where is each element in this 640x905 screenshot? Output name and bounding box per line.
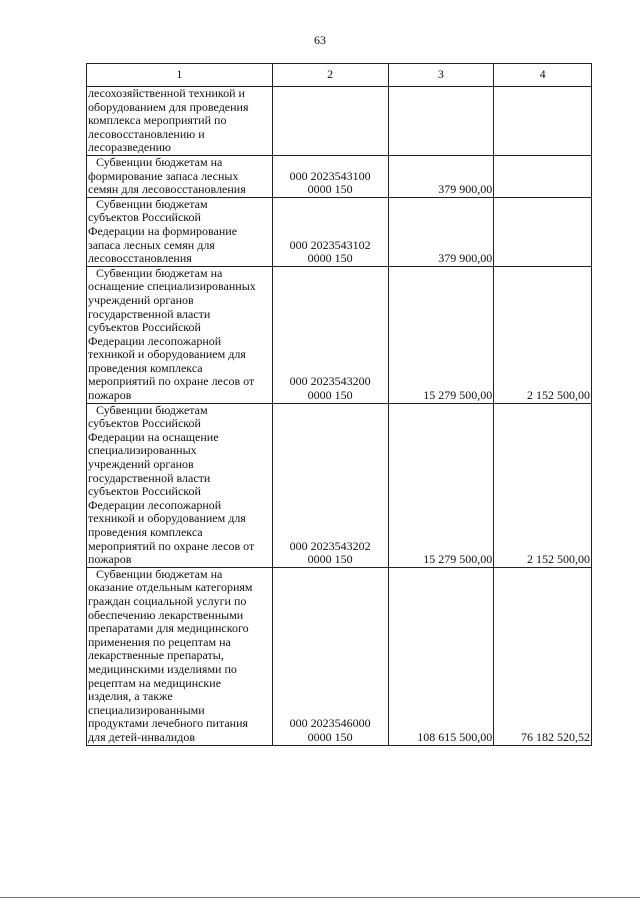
table-row	[87, 403, 592, 567]
table-row	[87, 87, 592, 156]
budget-classification-code	[272, 87, 388, 156]
budget-code-line: 0000 150	[307, 251, 353, 266]
budget-item-name-line: пожаров	[88, 388, 132, 403]
budget-item-name-line: субъектов Российской	[88, 210, 201, 225]
budget-code-line: 000 2023543102	[289, 237, 371, 252]
budget-classification-code	[272, 403, 388, 567]
budget-item-name-line: применения по рецептам на	[88, 634, 231, 649]
budget-code-line: 0000 150	[307, 552, 353, 567]
budget-item-name-line: субъектов Российской	[88, 484, 201, 499]
budget-item-name-line: государственной власти	[88, 470, 211, 485]
budget-item-name-line: субъектов Российской	[88, 416, 201, 431]
budget-item-name-line: Субвенции бюджетам	[96, 196, 208, 211]
budget-code-line: 000 2023543200	[289, 374, 371, 389]
column-header-1: 1	[87, 64, 273, 87]
budget-item-name-line: продуктами лечебного питания	[88, 716, 249, 731]
budget-item-name-line: проведения комплекса	[88, 525, 203, 539]
amount-column-3: 379 900,00	[388, 197, 494, 266]
budget-item-name-line: оказание отдельным категориям	[88, 580, 253, 595]
table-header-row	[87, 64, 592, 87]
budget-item-name-line: рецептам на медицинские	[88, 675, 222, 690]
amount-column-3: 15 279 500,00	[388, 403, 494, 567]
budget-item-name-line: учреждений органов	[88, 292, 194, 307]
budget-item-name-line: субъектов Российской	[88, 320, 201, 335]
budget-item-name-line: лесовосстановлению и	[88, 126, 205, 141]
table-row	[87, 155, 592, 197]
budget-item-name-line: Субвенции бюджетам на	[96, 154, 223, 169]
budget-item-name-line: для детей-инвалидов	[88, 729, 195, 744]
budget-item-name-line: обеспечению лекарственными	[88, 607, 244, 622]
budget-classification-code	[272, 266, 388, 403]
column-header-2: 2	[272, 64, 388, 87]
page-number: 63	[314, 33, 326, 47]
budget-item-name-line: формирование запаса лесных	[88, 168, 239, 183]
budget-item-name-line: специализированными	[88, 702, 205, 717]
budget-item-name-line: лесовосстановления	[88, 251, 192, 266]
amount-column-4	[494, 197, 592, 266]
budget-item-name-line: техникой и оборудованием для	[88, 511, 246, 526]
budget-classification-code	[272, 197, 388, 266]
budget-code-line: 000 2023543202	[289, 538, 371, 553]
budget-item-name-line: лекарственные препараты,	[88, 648, 224, 663]
table-row	[87, 266, 592, 403]
budget-item-name-line: проведения комплекса	[88, 360, 203, 375]
amount-column-4: 76 182 520,52	[494, 567, 592, 745]
column-header-3: 3	[388, 64, 494, 87]
budget-item-name-line: медицинскими изделиями по	[88, 661, 237, 676]
budget-item-name-line: оснащение специализированных	[88, 279, 256, 294]
budget-item-name-line: Федерации лесопожарной	[88, 333, 222, 348]
budget-code-line: 000 2023543100	[289, 168, 371, 183]
budget-item-name-line: государственной власти	[88, 306, 211, 321]
amount-column-3: 108 615 500,00	[388, 567, 494, 745]
budget-table	[86, 63, 592, 746]
budget-item-name	[87, 87, 273, 156]
budget-code-line: 000 2023546000	[289, 716, 371, 731]
budget-item-name-line: Федерации на формирование	[88, 223, 238, 238]
budget-item-name-line: граждан социальной услуги по	[88, 593, 247, 608]
amount-column-3	[388, 87, 494, 156]
budget-item-name-line: запаса лесных семян для	[88, 237, 215, 252]
amount-column-4	[494, 155, 592, 197]
budget-item-name-line: комплекса мероприятий по	[88, 113, 227, 128]
amount-column-4: 2 152 500,00	[494, 266, 592, 403]
budget-item-name	[87, 197, 273, 266]
table-body	[87, 87, 592, 746]
budget-item-name	[87, 403, 273, 567]
budget-code-line: 0000 150	[307, 182, 353, 197]
amount-column-3: 379 900,00	[388, 155, 494, 197]
budget-item-name-line: оборудованием для проведения	[88, 99, 249, 114]
amount-column-3: 15 279 500,00	[388, 266, 494, 403]
budget-item-name-line: Субвенции бюджетам на	[96, 566, 223, 581]
table-row	[87, 197, 592, 266]
budget-item-name-line: мероприятий по охране лесов от	[88, 538, 255, 553]
amount-column-4: 2 152 500,00	[494, 403, 592, 567]
budget-item-name-line: учреждений органов	[88, 457, 194, 472]
budget-code-line: 0000 150	[307, 729, 353, 744]
amount-column-4	[494, 87, 592, 156]
budget-item-name-line: пожаров	[88, 552, 132, 567]
budget-item-name	[87, 155, 273, 197]
budget-item-name-line: Субвенции бюджетам	[96, 402, 208, 417]
budget-item-name-line: Федерации лесопожарной	[88, 497, 222, 512]
budget-item-name-line: изделия, а также	[88, 689, 173, 704]
bottom-rule	[0, 897, 640, 898]
budget-item-name	[87, 266, 273, 403]
budget-code-line: 0000 150	[307, 388, 353, 403]
budget-item-name-line: лесохозяйственной техникой и	[88, 86, 245, 100]
budget-item-name-line: семян для лесовосстановления	[88, 182, 246, 197]
column-header-4: 4	[494, 64, 592, 87]
budget-classification-code	[272, 567, 388, 745]
table-row	[87, 567, 592, 745]
budget-classification-code	[272, 155, 388, 197]
budget-item-name	[87, 567, 273, 745]
budget-item-name-line: Субвенции бюджетам на	[96, 265, 223, 280]
budget-item-name-line: лесоразведению	[88, 140, 172, 155]
budget-item-name-line: техникой и оборудованием для	[88, 347, 246, 362]
budget-item-name-line: специализированных	[88, 443, 197, 458]
budget-item-name-line: мероприятий по охране лесов от	[88, 374, 255, 389]
budget-item-name-line: препаратами для медицинского	[88, 621, 249, 636]
budget-item-name-line: Федерации на оснащение	[88, 429, 219, 444]
